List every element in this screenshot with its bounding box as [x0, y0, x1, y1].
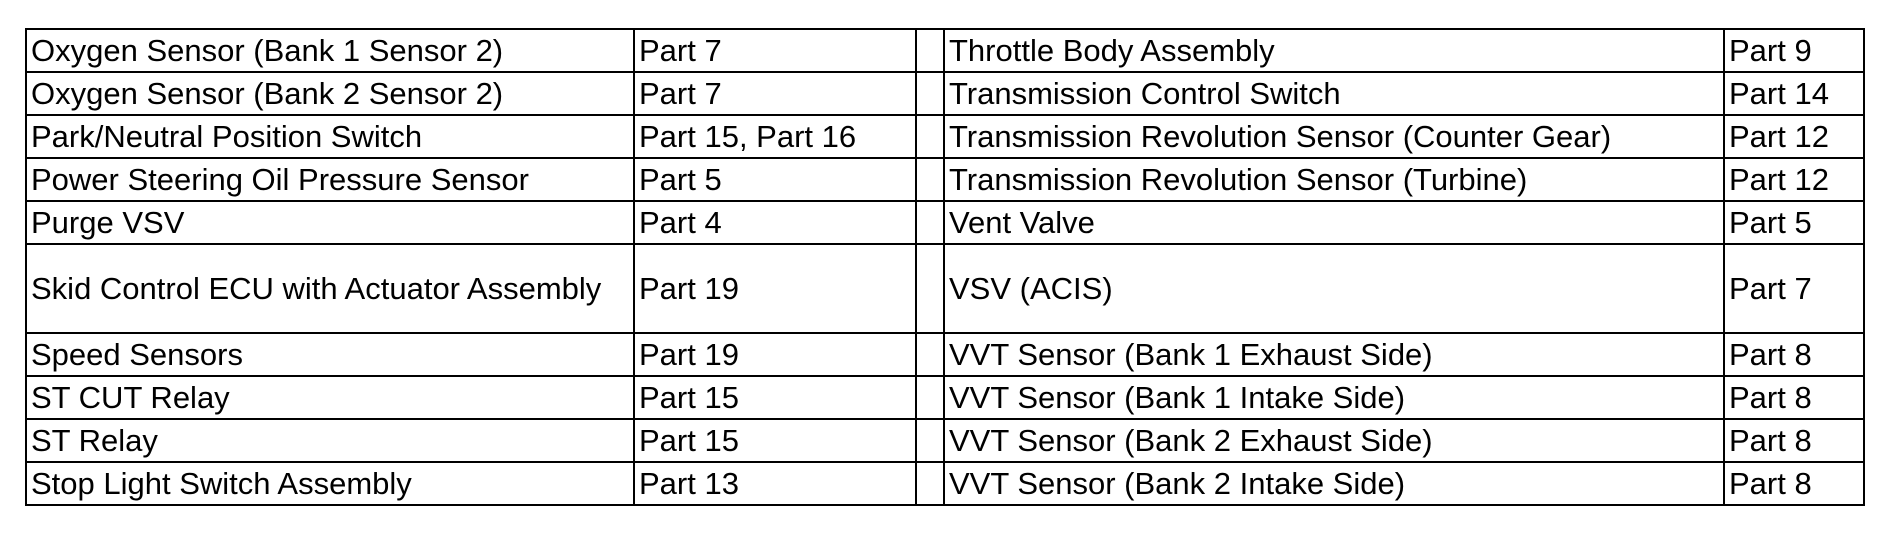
column-gap — [916, 29, 944, 72]
left-part-reference: Part 19 — [634, 333, 916, 376]
right-component-name: Vent Valve — [944, 201, 1724, 244]
table-row — [26, 333, 1864, 376]
right-part-reference: Part 8 — [1724, 462, 1864, 505]
table-row — [26, 29, 1864, 72]
right-component-name: VSV (ACIS) — [944, 244, 1724, 333]
right-part-reference: Part 12 — [1724, 158, 1864, 201]
left-part-reference: Part 13 — [634, 462, 916, 505]
left-part-reference: Part 15, Part 16 — [634, 115, 916, 158]
left-component-name: ST CUT Relay — [26, 376, 634, 419]
right-component-name: VVT Sensor (Bank 1 Intake Side) — [944, 376, 1724, 419]
column-gap — [916, 333, 944, 376]
table-row — [26, 72, 1864, 115]
table-body — [26, 29, 1864, 505]
column-gap — [916, 72, 944, 115]
left-component-name: Skid Control ECU with Actuator Assembly — [26, 244, 634, 333]
right-part-reference: Part 8 — [1724, 333, 1864, 376]
right-part-reference: Part 14 — [1724, 72, 1864, 115]
left-component-name: Speed Sensors — [26, 333, 634, 376]
column-gap — [916, 158, 944, 201]
right-component-name: Transmission Control Switch — [944, 72, 1724, 115]
table-row — [26, 376, 1864, 419]
column-gap — [916, 462, 944, 505]
table-row — [26, 115, 1864, 158]
right-part-reference: Part 12 — [1724, 115, 1864, 158]
table-row — [26, 201, 1864, 244]
right-part-reference: Part 8 — [1724, 419, 1864, 462]
right-component-name: Transmission Revolution Sensor (Turbine) — [944, 158, 1724, 201]
right-part-reference: Part 5 — [1724, 201, 1864, 244]
right-component-name: Transmission Revolution Sensor (Counter Gear) — [944, 115, 1724, 158]
right-component-name: VVT Sensor (Bank 2 Exhaust Side) — [944, 419, 1724, 462]
left-part-reference: Part 7 — [634, 72, 916, 115]
column-gap — [916, 244, 944, 333]
right-part-reference: Part 9 — [1724, 29, 1864, 72]
left-component-name: Oxygen Sensor (Bank 1 Sensor 2) — [26, 29, 634, 72]
column-gap — [916, 376, 944, 419]
component-location-table — [25, 28, 1865, 506]
left-part-reference: Part 5 — [634, 158, 916, 201]
left-part-reference: Part 15 — [634, 419, 916, 462]
left-component-name: Stop Light Switch Assembly — [26, 462, 634, 505]
right-part-reference: Part 8 — [1724, 376, 1864, 419]
left-component-name: Power Steering Oil Pressure Sensor — [26, 158, 634, 201]
right-component-name: Throttle Body Assembly — [944, 29, 1724, 72]
left-component-name: Purge VSV — [26, 201, 634, 244]
right-component-name: VVT Sensor (Bank 2 Intake Side) — [944, 462, 1724, 505]
left-part-reference: Part 19 — [634, 244, 916, 333]
table-row — [26, 244, 1864, 333]
right-component-name: VVT Sensor (Bank 1 Exhaust Side) — [944, 333, 1724, 376]
column-gap — [916, 419, 944, 462]
table-row — [26, 462, 1864, 505]
left-part-reference: Part 4 — [634, 201, 916, 244]
table-row — [26, 158, 1864, 201]
column-gap — [916, 201, 944, 244]
table-row — [26, 419, 1864, 462]
right-part-reference: Part 7 — [1724, 244, 1864, 333]
left-component-name: Oxygen Sensor (Bank 2 Sensor 2) — [26, 72, 634, 115]
left-part-reference: Part 7 — [634, 29, 916, 72]
left-component-name: Park/Neutral Position Switch — [26, 115, 634, 158]
left-component-name: ST Relay — [26, 419, 634, 462]
left-part-reference: Part 15 — [634, 376, 916, 419]
column-gap — [916, 115, 944, 158]
